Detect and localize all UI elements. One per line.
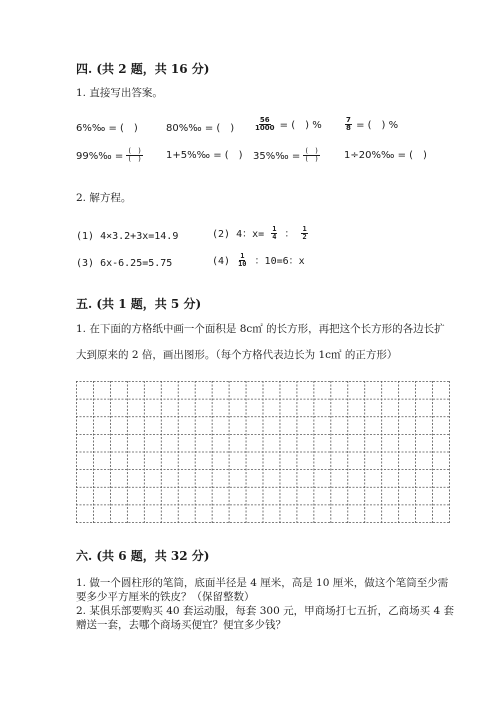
fraction bbox=[271, 226, 277, 242]
fraction-numerator: 1 bbox=[302, 225, 307, 233]
section-5-question-line-1: 1. 在下面的方格纸中画一个面积是 8c㎡ 的长方形，再把这个长方形的各边长扩 bbox=[76, 323, 445, 335]
blank-fraction bbox=[126, 148, 142, 164]
answer-item-c-rest: = ( ) % bbox=[279, 119, 322, 131]
fraction-numerator: ( ) bbox=[305, 147, 318, 155]
answer-item-c bbox=[253, 117, 322, 133]
section-5-question-line-2: 大到原来的 2 倍，画出图形。（每个方格代表边长为 1c㎡ 的正方形） bbox=[76, 349, 398, 361]
grid-canvas bbox=[76, 381, 450, 523]
ratio-colon: ： bbox=[284, 228, 295, 240]
equation-2 bbox=[212, 226, 309, 242]
fraction bbox=[345, 117, 352, 133]
fraction-denominator: 10 bbox=[238, 260, 247, 269]
equation-3: (3) 6x-6.25=5.75 bbox=[76, 258, 173, 269]
section-6-question-1-line-1: 1. 做一个圆柱形的笔筒，底面半径是 4 厘米，高是 10 厘米，做这个笔筒至少需 bbox=[76, 577, 449, 589]
section-6-question-2-line-2: 赠送一套，去哪个商场买便宜？便宜多少钱？ bbox=[76, 619, 286, 631]
section-5-heading: 五. (共 1 题，共 5 分) bbox=[76, 297, 202, 311]
answer-item-h: 1÷20%‰ = ( ) bbox=[344, 150, 427, 161]
fraction-numerator: 7 bbox=[346, 116, 351, 124]
section-6-question-2-line-1: 2. 某俱乐部要购买 40 套运动服，每套 300 元，甲商场打七五折，乙商场买 4 套 bbox=[76, 605, 454, 617]
fraction-denominator: 2 bbox=[302, 233, 307, 242]
fraction bbox=[301, 226, 307, 242]
section-4-heading: 四. (共 2 题，共 16 分) bbox=[76, 62, 210, 76]
equation-4-prefix: (4) bbox=[212, 255, 231, 267]
equation-1: (1) 4×3.2+3x=14.9 bbox=[76, 231, 179, 242]
fraction-numerator: 1 bbox=[272, 225, 277, 233]
fraction-numerator: 56 bbox=[259, 116, 270, 124]
answer-item-g bbox=[253, 148, 320, 164]
equation-2-prefix: (2) 4：x= bbox=[212, 228, 265, 240]
section-6-heading: 六. (共 6 题，共 32 分) bbox=[76, 549, 210, 563]
fraction bbox=[237, 253, 247, 269]
answer-item-g-prefix: 35%‰ = bbox=[253, 150, 301, 162]
blank-fraction bbox=[303, 148, 319, 164]
answer-item-b: 80%‰ = ( ) bbox=[166, 123, 235, 134]
fraction-denominator: 4 bbox=[272, 233, 277, 242]
answer-item-e-prefix: 99%‰ = bbox=[76, 150, 124, 162]
equation-4 bbox=[212, 253, 305, 269]
fraction-numerator: ( ) bbox=[128, 147, 141, 155]
answer-item-a: 6%‰ = ( ) bbox=[76, 123, 138, 134]
answer-item-e bbox=[76, 148, 143, 164]
fraction-denominator: 1000 bbox=[255, 124, 275, 133]
question-1-title: 1. 直接写出答案。 bbox=[76, 87, 163, 99]
fraction-denominator: ( ) bbox=[128, 155, 141, 164]
fraction-denominator: ( ) bbox=[305, 155, 318, 164]
fraction-denominator: 8 bbox=[346, 124, 351, 133]
answer-item-d bbox=[344, 117, 398, 133]
answer-item-f: 1+5%‰ = ( ) bbox=[166, 150, 243, 161]
fraction-numerator: 1 bbox=[240, 252, 245, 260]
fraction bbox=[254, 117, 275, 133]
square-grid bbox=[76, 381, 450, 523]
section-6-question-1-line-2: 要多少平方厘米的铁皮？（保留整数） bbox=[76, 591, 255, 603]
question-2-title: 2. 解方程。 bbox=[76, 192, 132, 204]
answer-item-d-rest: = ( ) % bbox=[356, 119, 399, 131]
equation-4-rest: ：10=6：x bbox=[254, 255, 305, 267]
